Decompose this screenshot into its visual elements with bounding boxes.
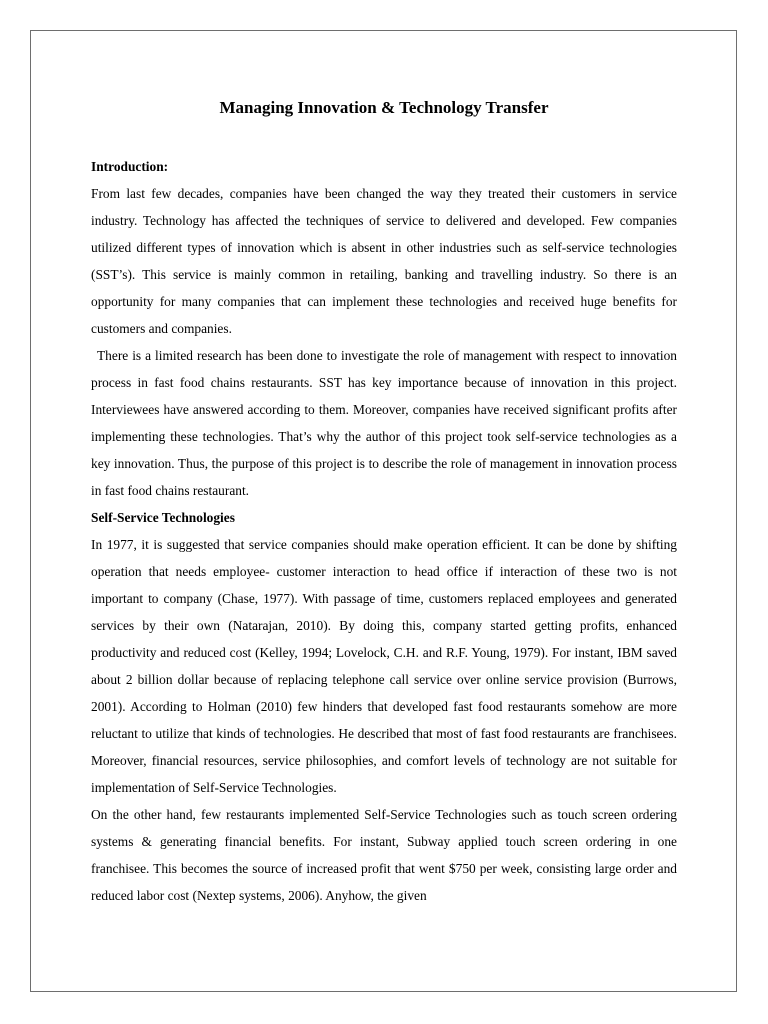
- introduction-paragraph-1: From last few decades, companies have been changed the way they treated their customers in service industry. Technology has affected the techniques of service to delivered and developed. Few companies utilized different types of innovation which is absent in other industries such as self-service technologies (SST’s). This service is mainly common in retailing, banking and travelling industry. So there is an opportunity for many companies that can implement these technologies and received huge benefits for customers and companies.: [91, 186, 677, 336]
- section-heading-self-service-technologies: Self-Service Technologies: [91, 510, 235, 525]
- title-spacer: [91, 119, 677, 153]
- sst-paragraph-1: In 1977, it is suggested that service companies should make operation efficient. It can be done by shifting operation that needs employee- customer interaction to head office if interaction of these two is not important to company (Chase, 1977). With passage of time, customers replaced employees and generated services by their own (Natarajan, 2010). By doing this, company started getting profits, enhanced productivity and reduced cost (Kelley, 1994; Lovelock, C.H. and R.F. Young, 1979). For instant, IBM saved about 2 billion dollar because of replacing telephone call service over online service provision (Burrows, 2001). According to Holman (2010) few hinders that developed fast food restaurants somehow are more reluctant to utilize that kinds of technologies. He described that most of fast food restaurants are franchisees. Moreover, financial resources, service philosophies, and comfort levels of technology are not suitable for implementation of Self-Service Technologies.: [91, 537, 677, 795]
- document-title: Managing Innovation & Technology Transfer: [219, 98, 549, 117]
- sst-paragraph-2: On the other hand, few restaurants implemented Self-Service Technologies such as touch screen ordering systems & generating financial benefits. For instant, Subway applied touch screen ordering in one franchisee. This becomes the source of increased profit that went $750 per week, consisting large order and reduced labor cost (Nextep systems, 2006). Anyhow, the given: [91, 807, 677, 903]
- document-page: [30, 30, 737, 992]
- introduction-paragraph-2: There is a limited research has been done to investigate the role of management with respect to innovation process in fast food chains restaurants. SST has key importance because of innovation in this project. Interviewees have answered according to them. Moreover, companies have received significant profits after implementing these technologies. That’s why the author of this project took self-service technologies as a key innovation. Thus, the purpose of this project is to describe the role of management in innovation process in fast food chains restaurant.: [91, 348, 677, 498]
- document-body: [91, 97, 677, 909]
- section-heading-introduction: Introduction:: [91, 159, 169, 174]
